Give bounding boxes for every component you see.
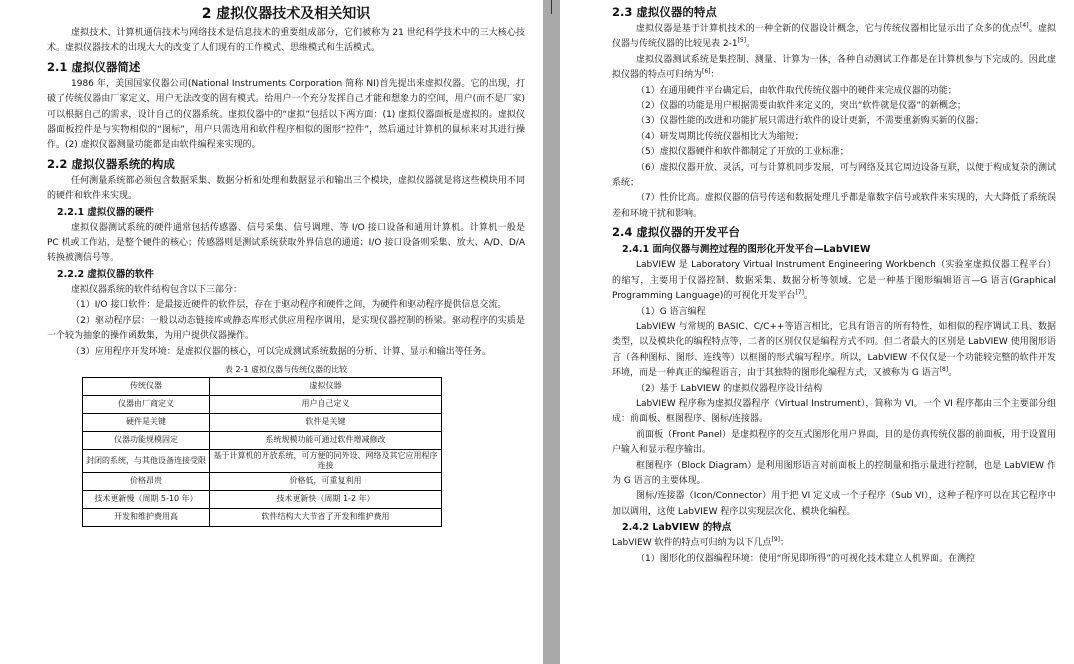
list-item: （3）仪器性能的改进和功能扩展只需进行软件的设计更新，不需要重新购买新的仪器； <box>636 116 984 127</box>
list-item: （5）虚拟仪器硬件和软件都制定了开放的工业标准； <box>636 147 849 158</box>
table-row <box>83 449 442 472</box>
table-cell-virtual: 价格低，可重复利用 <box>210 472 442 490</box>
table-cell-traditional: 价格昂贵 <box>83 472 210 490</box>
paragraph: 虚拟仪器测试系统的硬件通常包括传感器、信号采集、信号调理、等 I/O 接口设备和通用计算机。计算机一般是 PC 机或工作站，是整个硬件的核心；传感器则是测试系统获取外界信息的通道；I/O 接口设备则采集、放大、A/D、D/A 转换被测信号等。 <box>47 222 525 264</box>
citation: [4] <box>1020 22 1029 29</box>
chapter-title: 2 虚拟仪器技术及相关知识 <box>201 6 371 22</box>
subsection-heading: 2.4.2 LabVIEW 的特点 <box>622 522 732 534</box>
table-cell-traditional: 封闭的系统，与其他设备连接受限 <box>83 449 210 472</box>
paragraph: （2）驱动程序层：一般以动态链接库或静态库形式供应用程序调用，是实现仪器控制的桥梁。驱动程序的实质是一个较为抽象的操作函数集，为用户提供仪器操作。 <box>47 315 525 342</box>
paragraph: 1986 年，美国国家仪器公司(National Instruments Corporation 简称 NI)首先提出来虚拟仪器。它的出现，打破了传统仪器由厂家定义，用户无法改变的固有模式。给用户一个充分发挥自己才能和想象力的空间，用户(而不是厂家)可以根据自己的需求，设计自己的仪器系统。虚拟仪器中的“虚拟”包括以下两方面：(1) 虚拟仪器面板是虚拟的。虚拟仪器面板控件是与实物相似的“图标”，用户只需选用和软件程序相似的图形“控件”，然后通过计算机的鼠标来对其进行操作。(2) 虚拟仪器测量功能都是由软件编程来实现的。 <box>47 78 525 151</box>
table-cell-virtual: 系统规模功能可通过软件增减修改 <box>210 431 442 449</box>
subsection-heading: 2.2.1 虚拟仪器的硬件 <box>57 206 154 218</box>
table-row <box>83 472 442 490</box>
list-item: （6）虚拟仪器开放、灵活，可与计算机同步发展，可与网络及其它周边设备互联，以便于构成复杂的测试系统； <box>612 162 1056 189</box>
table-cell-virtual: 软件是关键 <box>210 413 442 431</box>
table-row <box>83 490 442 508</box>
table-row <box>83 431 442 449</box>
table-cell-traditional: 仪器由厂商定义 <box>83 395 210 413</box>
paragraph: （2）基于 LabVIEW 的虚拟仪器程序设计结构 <box>636 383 823 394</box>
paragraph: 前面板（Front Panel）是虚拟程序的交互式图形化用户界面，目的是仿真传统仪器的前面板，用于设置用户输入和显示程序输出。 <box>612 429 1056 456</box>
subsection-heading: 2.4.1 面向仪器与测控过程的图形化开发平台—LabVIEW <box>622 244 871 256</box>
page-gap <box>551 0 552 14</box>
paragraph: 虚拟仪器测试系统是集控制、测量、计算为一体，各种自动测试工作都是在计算机参与下完成的。因此虚拟仪器的特点可归纳为[6]： <box>612 54 1056 81</box>
table-cell-traditional: 开发和维护费用高 <box>83 508 210 526</box>
citation: [5] <box>737 37 747 45</box>
section-heading: 2.4 虚拟仪器的开发平台 <box>612 225 740 240</box>
subsection-heading: 2.2.2 虚拟仪器的软件 <box>57 268 154 280</box>
table-cell-virtual: 用户自己定义 <box>210 395 442 413</box>
citation: [9] <box>771 536 781 544</box>
list-item: （1）在通用硬件平台确定后，由软件取代传统仪器中的硬件来完成仪器的功能； <box>636 85 957 96</box>
comparison-table <box>82 377 442 527</box>
table-cell-traditional: 传统仪器 <box>83 377 210 395</box>
list-item: （4）研发周期比传统仪器相比大为缩短； <box>636 131 804 142</box>
paragraph: （3）应用程序开发环境：是虚拟仪器的核心，可以完成测试系统数据的分析、计算、显示和输出等任务。 <box>71 346 491 357</box>
list-item: （7）性价比高。虚拟仪器的信号传送和数据处理几乎都是靠数字信号或软件来实现的，大大降低了系统误差和环境干扰和影响。 <box>612 193 1056 219</box>
paragraph: 任何测量系统都必须包含数据采集、数据分析和处理和数据显示和输出三个模块，虚拟仪器就是将这些模块用不同的硬件和软件来实现。 <box>47 175 525 202</box>
paragraph: 框图程序（Block Diagram）是利用图形语言对前面板上的控制量和指示量进行控制，也是 LabVIEW 作为 G 语言的主要体现。 <box>612 460 1056 486</box>
paragraph: （1）G 语言编程 <box>636 306 706 317</box>
paragraph: 图标/连接器（Icon/Connector）用于把 VI 定义成一个子程序（Sub VI），这种子程序可以在其它程序中加以调用，这使 LabVIEW 程序以实现层次化、模块化编程。 <box>612 491 1056 517</box>
paragraph: 虚拟技术、计算机通信技术与网络技术是信息技术的重要组成部分，它们被称为 21 世纪科学技术中的三大核心技术。虚拟仪器技术的出现大大的改变了人们现有的工作模式、思维模式和生活模式。 <box>47 28 525 54</box>
paragraph: （1）I/O 接口软件：是最接近硬件的软件层，存在于驱动程序和硬件之间，为硬件和驱动程序提供信息交流。 <box>71 300 507 311</box>
list-item: （2）仪器的功能是用户根据需要由软件来定义的，突出“软件就是仪器”的新概念； <box>636 101 967 112</box>
citation: [6] <box>702 68 711 76</box>
paragraph: 虚拟仪器系统的软件结构包含以下三部分： <box>71 284 243 295</box>
section-heading: 2.2 虚拟仪器系统的构成 <box>47 156 175 171</box>
table-cell-traditional: 硬件是关键 <box>83 413 210 431</box>
table-cell-virtual: 虚拟仪器 <box>210 377 442 395</box>
document-page-right <box>560 0 1074 664</box>
feature-list <box>612 84 1056 223</box>
table-row <box>83 413 442 431</box>
paragraph: 虚拟仪器是基于计算机技术的一种全新的仪器设计概念，它与传统仪器相比显示出了众多的优点[4]。虚拟仪器与传统仪器的比较见表 2-1[5]。 <box>612 22 1056 50</box>
table-cell-virtual: 技术更新快（周期 1-2 年） <box>210 490 442 508</box>
paragraph: LabVIEW 程序称为虚拟仪器程序（Virtual Instrument），简称为 VI。一个 VI 程序都由三个主要部分组成：前面板、框图程序、图标/连接器。 <box>612 398 1056 425</box>
table-cell-virtual: 基于计算机的开放系统，可方便的同外设、网络及其它应用程序连接 <box>210 449 442 472</box>
paragraph: LabVIEW 是 Laboratory Virtual Instrument Engineering Workbench（实验室虚拟仪器工程平台）的缩写，主要用于仪器控制、数据采集、数据分析等领域。它是一种基于图形编辑语言—G 语言(Graphical Programming Language)的可视化开发平台[7]。 <box>612 260 1056 302</box>
table-row <box>83 377 442 395</box>
table-row <box>83 395 442 413</box>
paragraph: LabVIEW 软件的特点可归纳为以下几点[9]： <box>612 536 790 549</box>
table-cell-traditional: 仪器功能规模固定 <box>83 431 210 449</box>
table-caption: 表 2-1 虚拟仪器与传统仪器的比较 <box>224 364 348 374</box>
citation: [8] <box>939 366 949 374</box>
section-heading: 2.3 虚拟仪器的特点 <box>612 5 717 19</box>
paragraph: （1）图形化的仪器编程环境：使用“所见即所得”的可视化技术建立人机界面。在测控 <box>636 553 976 564</box>
citation: [7] <box>795 289 804 297</box>
table-cell-virtual: 软件结构大大节省了开发和维护费用 <box>210 508 442 526</box>
table-row <box>83 508 442 526</box>
paragraph: LabVIEW 与常规的 BASIC、C/C++等语言相比，它具有语言的所有特性，如相似的程序调试工具、数据类型，以及模块化的编程特点等，二者的区别仅仅是编程方式不同。但二者最大的区别是 LabVIEW 使用图形语言（各种图标、图形、连线等）以框图的形式编写程序。所以，LabVIEW 不仅仅是一个功能较完整的软件开发环境，而是一种真正的编程语言，由于其独特的图形化编程方式，又被称为 G 语言[8]。 <box>612 321 1056 379</box>
table-cell-traditional: 技术更新慢（周期 5-10 年） <box>83 490 210 508</box>
section-heading: 2.1 虚拟仪器简述 <box>47 59 141 74</box>
